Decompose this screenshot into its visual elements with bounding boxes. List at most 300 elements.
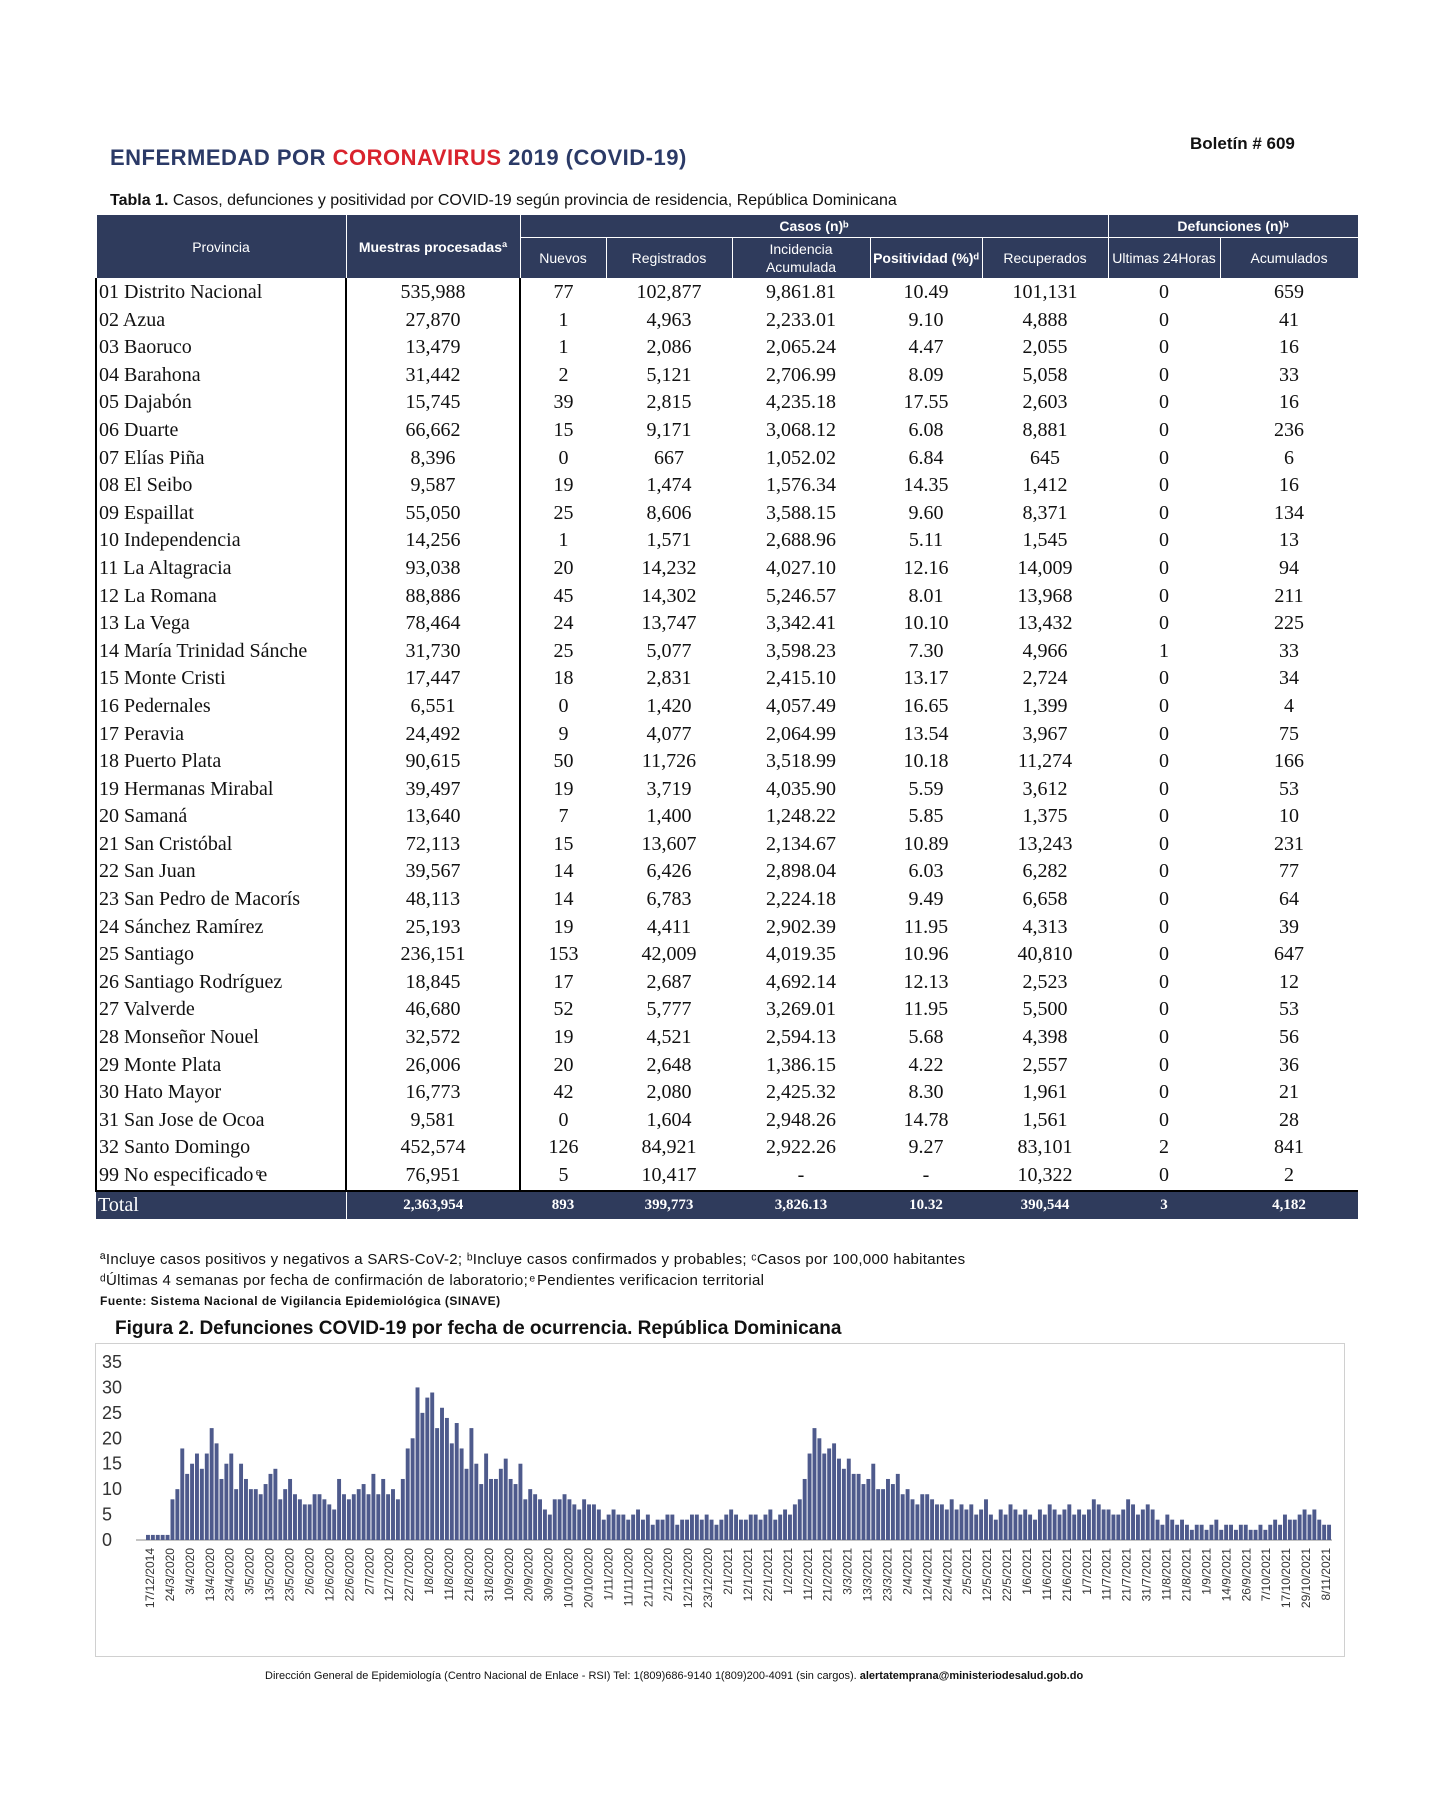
- cell-nuevos: 20: [553, 556, 574, 579]
- cell-provincia: 29 Monte Plata: [96, 1052, 346, 1080]
- chart-bar: [734, 1515, 738, 1540]
- cell-nuevos: 20: [553, 1053, 574, 1076]
- chart-bar: [822, 1454, 826, 1540]
- cell-provincia: 05 Dajabón: [96, 389, 346, 417]
- chart-bar: [460, 1448, 464, 1540]
- cell-nuevos: 1: [558, 336, 569, 359]
- chart-bar: [1244, 1525, 1248, 1540]
- chart-bar: [474, 1464, 478, 1540]
- cell-registrados: 84,921: [641, 1136, 697, 1159]
- cell-muestras: 236,151: [346, 941, 520, 969]
- chart-bar: [543, 1509, 547, 1540]
- cell-incidencia: -: [732, 1162, 870, 1191]
- x-tick-label: 12/4/2021: [920, 1548, 935, 1602]
- cell-nuevos: 39: [553, 391, 574, 414]
- cell-ultimas-24h: 0: [1159, 694, 1170, 717]
- cell-muestras: 452,574: [346, 1134, 520, 1162]
- header-ultimas-24h: Ultimas 24Horas: [1108, 238, 1220, 279]
- chart-bar: [896, 1474, 900, 1540]
- cell-acumulados: 41: [1279, 308, 1300, 331]
- table-row: [96, 472, 1358, 500]
- x-tick-label: 23/3/2021: [880, 1548, 895, 1602]
- y-tick-label: 15: [102, 1453, 123, 1474]
- cell-positividad: 4.22: [908, 1053, 944, 1076]
- cell-nuevos: 14: [553, 888, 574, 911]
- chart-bar: [411, 1438, 415, 1540]
- cell-muestras: 16,773: [346, 1079, 520, 1107]
- chart-bar: [1170, 1520, 1174, 1540]
- chart-bar: [768, 1509, 772, 1540]
- chart-bar: [915, 1504, 919, 1540]
- chart-bar: [857, 1474, 861, 1540]
- cell-acumulados: 211: [1274, 584, 1304, 607]
- x-tick-label: 2/7/2020: [362, 1548, 377, 1595]
- chart-bar: [185, 1474, 189, 1540]
- chart-bar: [994, 1520, 998, 1540]
- chart-bar: [1062, 1509, 1066, 1540]
- cell-incidencia: 4,057.49: [766, 694, 836, 717]
- chart-bar: [1303, 1509, 1307, 1540]
- chart-bar: [195, 1454, 199, 1540]
- total-nuevos: 893: [520, 1191, 606, 1220]
- cell-registrados: 42,009: [641, 943, 697, 966]
- x-tick-label: 1/9/2021: [1199, 1548, 1214, 1595]
- chart-bar: [670, 1515, 674, 1540]
- cell-recuperados: 101,131: [1012, 281, 1078, 303]
- chart-bar: [376, 1494, 380, 1540]
- cell-acumulados: 236: [1274, 418, 1305, 441]
- cell-provincia: 32 Santo Domingo: [96, 1134, 346, 1162]
- chart-bar: [793, 1504, 797, 1540]
- chart-bar: [577, 1509, 581, 1540]
- cell-muestras: 15,745: [346, 389, 520, 417]
- chart-bar: [509, 1479, 513, 1540]
- table-row: [96, 307, 1358, 335]
- table-row: [96, 500, 1358, 528]
- x-tick-label: 2/4/2021: [900, 1548, 915, 1595]
- chart-bar: [1097, 1504, 1101, 1540]
- cell-ultimas-24h: 0: [1159, 281, 1170, 303]
- x-tick-label: 20/10/2020: [581, 1548, 596, 1609]
- cell-nuevos: 19: [553, 777, 574, 800]
- x-tick-label: 21/8/2021: [1179, 1548, 1194, 1602]
- cell-ultimas-24h: 0: [1159, 1053, 1170, 1076]
- cell-recuperados: 1,375: [1022, 805, 1068, 828]
- chart-bar: [1185, 1525, 1189, 1540]
- x-tick-label: 22/6/2020: [342, 1548, 357, 1602]
- chart-bar: [1082, 1515, 1086, 1540]
- cell-ultimas-24h: 0: [1159, 667, 1170, 690]
- cell-registrados: 5,121: [646, 363, 692, 386]
- cell-recuperados: 1,961: [1022, 1081, 1068, 1104]
- cell-ultimas-24h: 0: [1108, 1162, 1220, 1191]
- chart-bar: [935, 1504, 939, 1540]
- total-recuperados: 390,544: [982, 1191, 1108, 1220]
- header-positividad: Positividad (%)ᵈ: [870, 238, 982, 279]
- total-positividad: 10.32: [870, 1191, 982, 1220]
- footnote-line-1: ªIncluye casos positivos y negativos a SARS-CoV-2; ᵇIncluye casos confirmados y probables; ᶜCasos por 100,000 habitantes: [100, 1251, 966, 1268]
- table-row: [96, 334, 1358, 362]
- cell-positividad: 5.68: [908, 1026, 944, 1049]
- cell-positividad: 5.85: [908, 805, 944, 828]
- table-row: [96, 1024, 1358, 1052]
- table-row: [96, 969, 1358, 997]
- cell-provincia: 13 La Vega: [96, 610, 346, 638]
- y-tick-label: 10: [102, 1479, 123, 1500]
- cell-muestras: 9,581: [346, 1107, 520, 1135]
- cell-recuperados: 2,724: [1022, 667, 1068, 690]
- cell-registrados: 8,606: [646, 501, 692, 524]
- chart-bar: [1219, 1530, 1223, 1540]
- chart-bar: [764, 1515, 768, 1540]
- chart-bar: [754, 1515, 758, 1540]
- chart-bar: [1048, 1504, 1052, 1540]
- cell-provincia: 23 San Pedro de Macorís: [96, 886, 346, 914]
- x-tick-label: 11/6/2021: [1039, 1548, 1054, 1601]
- cell-ultimas-24h: 0: [1159, 308, 1170, 331]
- y-tick-label: 35: [102, 1352, 123, 1372]
- cell-muestras: 88,886: [346, 583, 520, 611]
- cell-provincia: 22 San Juan: [96, 858, 346, 886]
- header-nuevos: Nuevos: [520, 238, 606, 279]
- x-tick-label: 13/5/2020: [262, 1548, 277, 1602]
- cell-provincia: 04 Barahona: [96, 362, 346, 390]
- chart-bar: [930, 1499, 934, 1540]
- chart-bar: [1317, 1520, 1321, 1540]
- table-row: [96, 748, 1358, 776]
- cell-muestras: 31,730: [346, 638, 520, 666]
- chart-bar: [386, 1494, 390, 1540]
- cell-acumulados: 77: [1279, 860, 1300, 883]
- cell-provincia: 20 Samaná: [96, 803, 346, 831]
- header-recuperados: Recuperados: [982, 238, 1108, 279]
- cell-positividad: 10.96: [903, 943, 949, 966]
- chart-bar: [920, 1494, 924, 1540]
- cell-muestras: 9,587: [346, 472, 520, 500]
- deaths-bar-chart: [96, 1344, 1344, 1656]
- table-row: [96, 693, 1358, 721]
- x-tick-label: 13/4/2020: [202, 1548, 217, 1602]
- x-tick-label: 31/7/2021: [1139, 1548, 1154, 1602]
- chart-bar: [151, 1535, 155, 1540]
- x-tick-label: 30/9/2020: [541, 1548, 556, 1602]
- chart-bar: [911, 1499, 915, 1540]
- cell-provincia: 99 No especificado ͤe: [96, 1162, 346, 1191]
- chart-bar: [1263, 1530, 1267, 1540]
- province-table: [95, 214, 1359, 1219]
- chart-bar: [729, 1509, 733, 1540]
- cell-ultimas-24h: 0: [1159, 529, 1170, 552]
- chart-bar: [523, 1499, 527, 1540]
- cell-nuevos: 7: [558, 805, 569, 828]
- cell-provincia: 06 Duarte: [96, 417, 346, 445]
- chart-bar: [665, 1515, 669, 1540]
- cell-acumulados: 53: [1279, 777, 1300, 800]
- x-tick-label: 8/11/2021: [1319, 1548, 1333, 1601]
- x-tick-label: 2/5/2021: [960, 1548, 975, 1595]
- x-tick-label: 22/1/2021: [760, 1548, 775, 1602]
- chart-bar: [798, 1499, 802, 1540]
- cell-muestras: 90,615: [346, 748, 520, 776]
- total-incidencia: 3,826.13: [732, 1191, 870, 1220]
- chart-bar: [425, 1398, 429, 1540]
- table-body: [96, 279, 1358, 1191]
- cell-registrados: 1,400: [646, 805, 692, 828]
- chart-bar: [940, 1504, 944, 1540]
- table-row: [96, 886, 1358, 914]
- cell-provincia: 27 Valverde: [96, 996, 346, 1024]
- chart-bar: [1107, 1509, 1111, 1540]
- chart-bar: [166, 1535, 170, 1540]
- chart-bar: [1087, 1509, 1091, 1540]
- cell-recuperados: 645: [1030, 446, 1061, 469]
- x-tick-label: 31/8/2020: [481, 1548, 496, 1602]
- chart-bar: [1058, 1515, 1062, 1540]
- chart-bar: [1136, 1515, 1140, 1540]
- chart-bar: [553, 1499, 557, 1540]
- chart-bar: [283, 1489, 287, 1540]
- cell-registrados: 14,232: [641, 556, 697, 579]
- cell-muestras: 17,447: [346, 665, 520, 693]
- cell-muestras: 39,497: [346, 776, 520, 804]
- cell-nuevos: 0: [558, 694, 569, 717]
- chart-bar: [455, 1423, 459, 1540]
- cell-registrados: 4,963: [646, 308, 692, 331]
- province-table-container: [95, 214, 1357, 1219]
- cell-acumulados: 16: [1279, 474, 1300, 497]
- chart-bar: [1209, 1525, 1213, 1540]
- chart-bar: [322, 1499, 326, 1540]
- chart-bar: [1249, 1530, 1253, 1540]
- chart-bar: [327, 1504, 331, 1540]
- chart-bar: [803, 1479, 807, 1540]
- cell-ultimas-24h: 0: [1159, 1026, 1170, 1049]
- cell-ultimas-24h: 0: [1159, 446, 1170, 469]
- cell-ultimas-24h: 0: [1159, 1081, 1170, 1104]
- cell-positividad: 9.49: [908, 888, 944, 911]
- cell-ultimas-24h: 0: [1159, 832, 1170, 855]
- chart-bar: [964, 1509, 968, 1540]
- chart-bar: [1258, 1525, 1262, 1540]
- chart-bar: [1053, 1509, 1057, 1540]
- cell-acumulados: 10: [1279, 805, 1300, 828]
- cell-recuperados: 4,966: [1022, 639, 1068, 662]
- chart-bar: [817, 1438, 821, 1540]
- cell-recuperados: 2,523: [1022, 970, 1068, 993]
- chart-bar: [1141, 1509, 1145, 1540]
- chart-bar: [1327, 1525, 1331, 1540]
- table-header-group-row: [96, 215, 1358, 238]
- chart-bar: [597, 1509, 601, 1540]
- total-muestras: 2,363,954: [346, 1191, 520, 1220]
- chart-bar: [244, 1479, 248, 1540]
- cell-acumulados: 33: [1279, 639, 1300, 662]
- cell-muestras: 8,396: [346, 445, 520, 473]
- chart-bar: [832, 1443, 836, 1540]
- table-row: [96, 803, 1358, 831]
- cell-nuevos: 25: [553, 501, 574, 524]
- chart-bar: [215, 1443, 219, 1540]
- footer-contact: Dirección General de Epidemiología (Centro Nacional de Enlace - RSI) Tel: 1(809)686-9140 1(809)200-4091 (sin cargos).: [265, 1670, 860, 1682]
- chart-bar: [989, 1515, 993, 1540]
- x-tick-label: 12/5/2021: [980, 1548, 995, 1602]
- chart-bar: [886, 1479, 890, 1540]
- cell-nuevos: 50: [553, 750, 574, 773]
- cell-recuperados: 13,968: [1017, 584, 1073, 607]
- cell-acumulados: 16: [1279, 391, 1300, 414]
- table-row: [96, 445, 1358, 473]
- table-row: [96, 389, 1358, 417]
- cell-incidencia: 3,588.15: [766, 501, 836, 524]
- chart-bar: [1067, 1504, 1071, 1540]
- cell-registrados: 13,747: [641, 612, 697, 635]
- cell-recuperados: 2,603: [1022, 391, 1068, 414]
- cell-muestras: 13,479: [346, 334, 520, 362]
- chart-bar: [347, 1499, 351, 1540]
- cell-ultimas-24h: 0: [1159, 915, 1170, 938]
- chart-bar: [1018, 1515, 1022, 1540]
- cell-provincia: 19 Hermanas Mirabal: [96, 776, 346, 804]
- table-caption-label: Tabla 1.: [110, 192, 169, 209]
- chart-bar: [1156, 1520, 1160, 1540]
- cell-provincia: 03 Baoruco: [96, 334, 346, 362]
- table-footnotes: [100, 1249, 1370, 1312]
- cell-acumulados: 39: [1279, 915, 1300, 938]
- chart-bar: [778, 1515, 782, 1540]
- chart-bar: [1312, 1509, 1316, 1540]
- chart-bar: [1229, 1525, 1233, 1540]
- chart-bar: [1111, 1515, 1115, 1540]
- cell-muestras: 18,845: [346, 969, 520, 997]
- x-tick-label: 17/10/2021: [1279, 1548, 1294, 1609]
- header-acumulados: Acumulados: [1220, 238, 1358, 279]
- cell-registrados: 2,815: [646, 391, 692, 414]
- cell-acumulados: 94: [1279, 556, 1300, 579]
- cell-positividad: 8.30: [908, 1081, 944, 1104]
- chart-bar: [318, 1494, 322, 1540]
- cell-registrados: 9,171: [646, 418, 692, 441]
- cell-positividad: 6.03: [908, 860, 944, 883]
- cell-incidencia: 2,902.39: [766, 915, 836, 938]
- cell-muestras: 32,572: [346, 1024, 520, 1052]
- cell-ultimas-24h: 0: [1159, 612, 1170, 635]
- cell-nuevos: 19: [553, 915, 574, 938]
- cell-recuperados: 11,274: [1017, 750, 1073, 773]
- chart-bar: [269, 1474, 273, 1540]
- chart-bar: [180, 1448, 184, 1540]
- chart-bar: [612, 1509, 616, 1540]
- x-tick-label: 22/5/2021: [1000, 1548, 1015, 1602]
- x-tick-label: 13/3/2021: [860, 1548, 875, 1602]
- cell-provincia: 30 Hato Mayor: [96, 1079, 346, 1107]
- chart-bar: [1322, 1525, 1326, 1540]
- cell-positividad: 9.10: [908, 308, 944, 331]
- chart-bar: [656, 1520, 660, 1540]
- chart-bar: [587, 1504, 591, 1540]
- cell-recuperados: 14,009: [1017, 556, 1073, 579]
- cell-muestras: 55,050: [346, 500, 520, 528]
- cell-ultimas-24h: 1: [1159, 639, 1170, 662]
- chart-bar: [710, 1520, 714, 1540]
- chart-bar: [1004, 1515, 1008, 1540]
- cell-recuperados: 4,398: [1022, 1026, 1068, 1049]
- cell-provincia: 15 Monte Cristi: [96, 665, 346, 693]
- chart-bar: [420, 1413, 424, 1540]
- chart-bar: [969, 1504, 973, 1540]
- chart-bar: [313, 1494, 317, 1540]
- cell-muestras: 26,006: [346, 1052, 520, 1080]
- x-tick-label: 11/7/2021: [1099, 1548, 1114, 1601]
- cell-registrados: 2,831: [646, 667, 692, 690]
- chart-bar: [1038, 1509, 1042, 1540]
- cell-provincia: 10 Independencia: [96, 527, 346, 555]
- cell-provincia: 17 Peravia: [96, 721, 346, 749]
- chart-bar: [381, 1479, 385, 1540]
- cell-incidencia: 2,064.99: [766, 722, 836, 745]
- chart-bar: [171, 1499, 175, 1540]
- cell-positividad: 13.54: [903, 722, 949, 745]
- cell-provincia: 07 Elías Piña: [96, 445, 346, 473]
- cell-incidencia: 2,948.26: [766, 1108, 836, 1131]
- chart-bar: [293, 1494, 297, 1540]
- cell-nuevos: 5: [520, 1162, 606, 1191]
- chart-bar: [837, 1459, 841, 1540]
- cell-muestras: 72,113: [346, 831, 520, 859]
- cell-incidencia: 4,019.35: [766, 943, 836, 966]
- chart-bar: [1126, 1499, 1130, 1540]
- table-row: [96, 362, 1358, 390]
- cell-incidencia: 1,248.22: [766, 805, 836, 828]
- x-tick-label: 22/4/2021: [940, 1548, 955, 1602]
- cell-acumulados: 6: [1284, 446, 1295, 469]
- chart-bar: [440, 1408, 444, 1540]
- cell-recuperados: 1,561: [1022, 1108, 1068, 1131]
- cell-incidencia: 2,134.67: [766, 832, 836, 855]
- cell-acumulados: 64: [1279, 888, 1300, 911]
- chart-bar: [499, 1469, 503, 1540]
- cell-nuevos: 1: [558, 308, 569, 331]
- cell-incidencia: 1,576.34: [766, 474, 836, 497]
- chart-bar: [690, 1515, 694, 1540]
- chart-bar: [1273, 1520, 1277, 1540]
- cell-incidencia: 4,235.18: [766, 391, 836, 414]
- chart-bar: [479, 1484, 483, 1540]
- cell-provincia: 01 Distrito Nacional: [96, 279, 346, 307]
- chart-bar: [1205, 1530, 1209, 1540]
- chart-bar: [308, 1504, 312, 1540]
- cell-nuevos: 25: [553, 639, 574, 662]
- chart-bar: [156, 1535, 160, 1540]
- chart-bar: [332, 1509, 336, 1540]
- chart-bar: [1043, 1515, 1047, 1540]
- cell-acumulados: 36: [1279, 1053, 1300, 1076]
- chart-bar: [1077, 1509, 1081, 1540]
- cell-ultimas-24h: 0: [1159, 418, 1170, 441]
- table-row: [96, 665, 1358, 693]
- cell-registrados: 13,607: [641, 832, 697, 855]
- chart-bar: [1190, 1530, 1194, 1540]
- cell-muestras: 78,464: [346, 610, 520, 638]
- cell-acumulados: 75: [1279, 722, 1300, 745]
- page-title: [110, 145, 687, 171]
- x-tick-label: 21/7/2021: [1119, 1548, 1134, 1602]
- cell-muestras: 27,870: [346, 307, 520, 335]
- x-tick-label: 1/8/2020: [422, 1548, 437, 1595]
- x-tick-label: 11/2/2021: [800, 1548, 815, 1601]
- cell-ultimas-24h: 2: [1159, 1136, 1170, 1159]
- cell-positividad: 8.01: [908, 584, 944, 607]
- chart-bar: [1234, 1530, 1238, 1540]
